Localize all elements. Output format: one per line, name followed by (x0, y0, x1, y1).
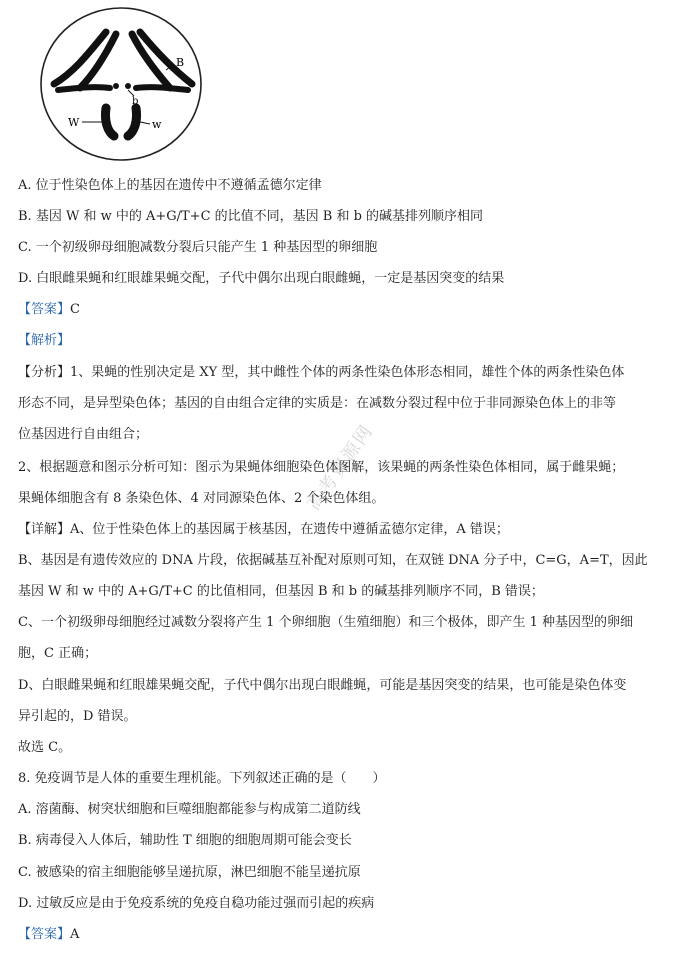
analysis-line: 异引起的，D 错误。 (18, 709, 137, 724)
q7-option-b: B. 基因 W 和 w 中的 A+G/T+C 的比值不同，基因 B 和 b 的碱基排列顺序相同 (18, 209, 484, 224)
q7-option-d: D. 白眼雌果蝇和红眼雄果蝇交配，子代中偶尔出现白眼雌蝇，一定是基因突变的结果 (18, 271, 505, 286)
q8-option-b: B. 病毒侵入人体后，辅助性 T 细胞的细胞周期可能会变长 (18, 833, 352, 848)
analysis-line: 基因 W 和 w 中的 A+G/T+C 的比值相同，但基因 B 和 b 的碱基排列顺序不同，B 错误； (18, 584, 544, 599)
q7-option-c: C. 一个初级卵母细胞减数分裂后只能产生 1 种基因型的卵细胞 (18, 240, 378, 255)
analysis-line: 胞，C 正确； (18, 646, 98, 661)
analysis-label: 【解析】 (18, 333, 71, 348)
label-w: w (152, 118, 162, 131)
label-B: B (176, 56, 185, 69)
q8-option-d: D. 过敏反应是由于免疫系统的免疫自稳功能过强而引起的疾病 (18, 896, 375, 911)
question-8: 8. 免疫调节是人体的重要生理机能。下列叙述正确的是（ ） (18, 771, 386, 786)
analysis-line: 【详解】A、位于性染色体上的基因属于核基因，在遗传中遵循孟德尔定律，A 错误； (18, 522, 509, 537)
label-W: W (68, 116, 80, 129)
q7-option-a: A. 位于性染色体上的基因在遗传中不遵循孟德尔定律 (18, 178, 322, 193)
q8-option-a: A. 溶菌酶、树突状细胞和巨噬细胞都能参与构成第二道防线 (18, 802, 361, 817)
label-b: b (132, 96, 139, 107)
answer-value: A (70, 927, 80, 942)
analysis-line: 【分析】1、果蝇的性别决定是 XY 型，其中雌性个体的两条性染色体形态相同，雄性个体的两条性染色体 (18, 365, 625, 380)
chromosome-figure (36, 4, 206, 164)
analysis-conclusion: 故选 C。 (18, 740, 72, 755)
analysis-line: D、白眼雌果蝇和红眼雄果蝇交配，子代中偶尔出现白眼雌蝇，可能是基因突变的结果，也可能是染色体变 (18, 678, 627, 693)
analysis-line: 果蝇体细胞含有 8 条染色体、4 对同源染色体、2 个染色体组。 (18, 491, 385, 506)
answer-bracket: 【答案】 (18, 302, 71, 317)
q7-answer (18, 301, 80, 319)
analysis-line: C、一个初级卵母细胞经过减数分裂将产生 1 个卵细胞（生殖细胞）和三个极体，即产生 1 种基因型的卵细 (18, 615, 634, 630)
analysis-line: 位基因进行自由组合； (18, 427, 149, 442)
answer-value: C (70, 302, 80, 317)
analysis-line: 形态不同，是异型染色体；基因的自由组合定律的实质是：在减数分裂过程中位于非同源染色体上的非等 (18, 396, 617, 411)
watermark: 高考资源网 (303, 420, 378, 515)
analysis-line: B、基因是有遗传效应的 DNA 片段，依据碱基互补配对原则可知，在双链 DNA 分子中，C=G，A=T，因此 (18, 553, 648, 568)
q8-option-c: C. 被感染的宿主细胞能够呈递抗原，淋巴细胞不能呈递抗原 (18, 865, 361, 880)
answer-bracket: 【答案】 (18, 927, 71, 942)
q8-answer (18, 926, 79, 944)
analysis-line: 2、根据题意和图示分析可知：图示为果蝇体细胞染色体图解，该果蝇的两条性染色体相同，属于雌果蝇； (18, 460, 625, 475)
